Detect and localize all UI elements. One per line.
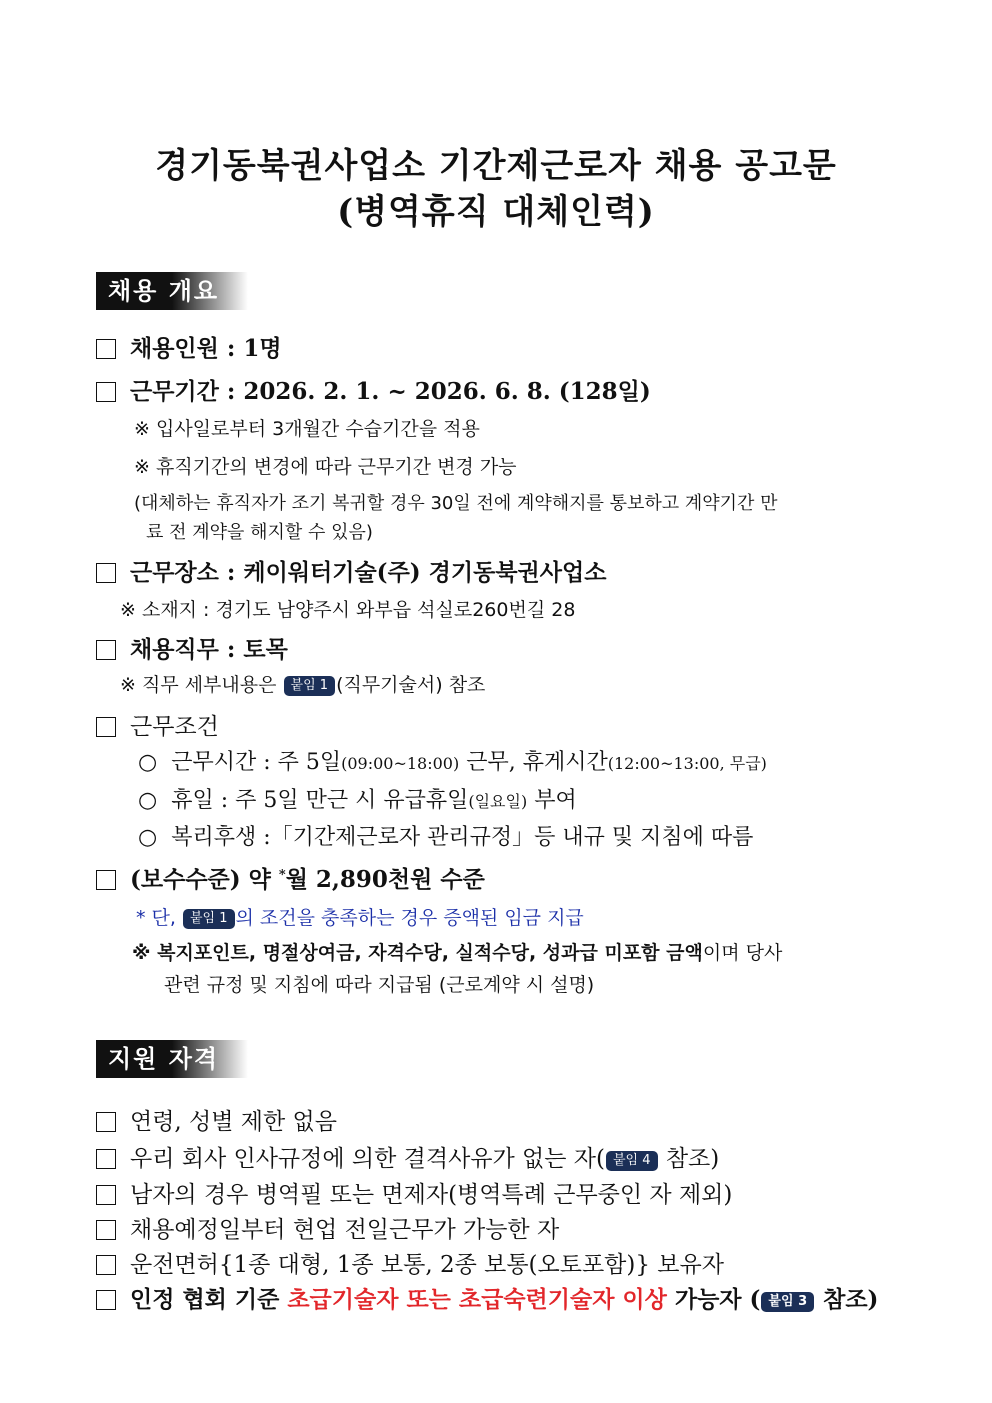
job-note-text: ※ 직무 세부내용은 (120, 674, 283, 696)
cond-holiday-day: (일요일) (468, 792, 528, 811)
place-text: 근무장소 : 케이워터기술(주) 경기동북권사업소 (130, 559, 607, 586)
place-item (96, 554, 606, 587)
qualification-military (96, 1176, 732, 1209)
conditions-text: 근무조건 (130, 714, 219, 740)
condition-welfare (138, 820, 753, 851)
cond-hours-break: 근무, 휴게시간 (459, 750, 608, 775)
attachment-badge: 붙임 3 (761, 1292, 814, 1312)
qualification-ref: 참조) (815, 1286, 879, 1313)
qualification-text: 우리 회사 인사규정에 의한 결격사유가 없는 자( (130, 1146, 605, 1172)
checkbox-icon (96, 1255, 116, 1275)
checkbox-icon (96, 1185, 116, 1205)
qualification-license (96, 1246, 724, 1279)
qualification-text: 연령, 성별 제한 없음 (130, 1109, 337, 1135)
cond-holiday-grant: 부여 (527, 788, 577, 813)
cond-hours-time: (09:00~18:00) (341, 754, 460, 773)
qualification-text: 운전면허{1종 대형, 1종 보통, 2종 보통(오토포함)} 보유자 (130, 1252, 724, 1278)
pay-note-2-rest: 이며 당사 (702, 942, 783, 964)
pay-item (96, 861, 485, 894)
checkbox-icon (96, 563, 116, 583)
job-text: 채용직무 : 토목 (130, 636, 288, 663)
qualification-ref: 참조) (658, 1146, 720, 1172)
period-note-1: ※ 입사일로부터 3개월간 수습기간을 적용 (134, 418, 480, 440)
headcount-item (96, 330, 282, 363)
attachment-badge: 붙임 1 (284, 676, 336, 696)
period-note-3a: (대체하는 휴직자가 조기 복귀할 경우 30일 전에 계약해지를 통보하고 계약기간 만 (134, 493, 778, 514)
conditions-item (96, 708, 219, 741)
checkbox-icon (96, 1112, 116, 1132)
job-note-ref: (직무기술서) 참조 (336, 674, 486, 696)
qualification-age (96, 1103, 337, 1136)
pay-note-2 (132, 938, 782, 965)
page-title: 경기동북권사업소 기간제근로자 채용 공고문 (155, 146, 837, 186)
qualification-availability (96, 1211, 559, 1244)
period-item (96, 373, 651, 406)
cond-hours-text: 근무시간 : 주 5일 (171, 750, 342, 775)
pay-note (136, 903, 584, 930)
checkbox-icon (96, 640, 116, 660)
checkbox-icon (96, 1220, 116, 1240)
section-header-qualification: 지원 자격 (96, 1040, 248, 1078)
checkbox-icon (96, 339, 116, 359)
cond-hours-break-time: (12:00~13:00, 무급) (607, 754, 767, 773)
pay-note-2-bold: ※ 복지포인트, 명절상여금, 자격수당, 실적수당, 성과급 미포함 금액 (132, 942, 703, 964)
pay-note-text: * 단, (136, 907, 182, 929)
job-note (120, 670, 485, 697)
bullet-icon: ○ (138, 825, 158, 850)
pay-asterisk: * (278, 867, 286, 883)
headcount-text: 채용인원 : 1명 (130, 335, 282, 362)
period-note-3b: 료 전 계약을 해지할 수 있음) (146, 522, 373, 543)
period-note-2: ※ 휴직기간의 변경에 따라 근무기간 변경 가능 (134, 456, 517, 478)
bullet-icon: ○ (138, 788, 158, 813)
condition-hours (138, 745, 767, 776)
pay-text: (보수수준) 약 (130, 866, 279, 893)
checkbox-icon (96, 1290, 116, 1310)
cond-holiday-text: 휴일 : 주 5일 만근 시 유급휴일 (171, 788, 469, 813)
qualification-text: 인정 협회 기준 (130, 1286, 288, 1313)
pay-note-condition: 의 조건을 충족하는 경우 증액된 임금 지급 (235, 907, 584, 929)
period-text: 근무기간 : 2026. 2. 1. ~ 2026. 6. 8. (128일) (130, 378, 651, 405)
qualification-technician (96, 1281, 878, 1314)
checkbox-icon (96, 1149, 116, 1169)
qualification-highlight: 초급기술자 또는 초급숙련기술자 이상 (287, 1286, 667, 1313)
section-header-overview: 채용 개요 (96, 272, 248, 310)
qualification-disqualification (96, 1140, 719, 1173)
pay-amount: 월 2,890천원 수준 (285, 866, 485, 893)
bullet-icon: ○ (138, 750, 158, 775)
qualification-text: 채용예정일부터 현업 전일근무가 가능한 자 (130, 1217, 560, 1243)
place-note: ※ 소재지 : 경기도 남양주시 와부읍 석실로260번길 28 (120, 599, 576, 621)
cond-welfare-text: 복리후생 :「기간제근로자 관리규정」등 내규 및 지침에 따름 (171, 825, 754, 850)
attachment-badge: 붙임 4 (606, 1151, 658, 1171)
checkbox-icon (96, 870, 116, 890)
checkbox-icon (96, 717, 116, 737)
qualification-text: 남자의 경우 병역필 또는 면제자(병역특례 근무중인 자 제외) (130, 1182, 733, 1208)
pay-note-3: 관련 규정 및 지침에 따라 지급됨 (근로계약 시 설명) (164, 974, 595, 996)
job-item (96, 631, 288, 664)
checkbox-icon (96, 382, 116, 402)
attachment-badge: 붙임 1 (183, 909, 235, 929)
condition-holiday (138, 783, 577, 814)
qualification-text-mid: 가능자 ( (666, 1286, 761, 1313)
page-subtitle: (병역휴직 대체인력) (337, 192, 655, 232)
